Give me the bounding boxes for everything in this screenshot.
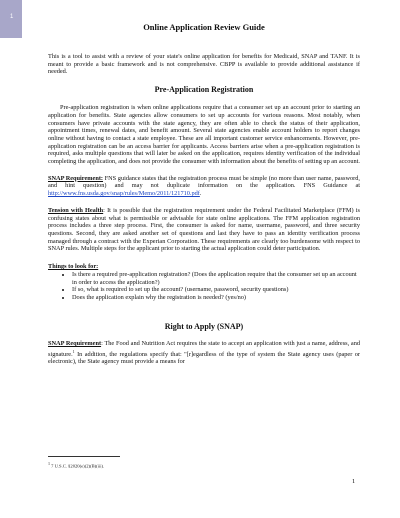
snap-requirement-text: FNS guidance states that the registration process must be simple (no more than user name, password, and hint question) and may not duplicate information on the application. FNS Guidance at: [48, 174, 360, 190]
right-to-apply-label: SNAP Requirement: [48, 339, 102, 347]
snap-requirement-end: .: [199, 190, 202, 198]
pre-application-paragraph: Pre-application registration is when online applications require that a consumer set up an account prior to starting an application for benefits. State agencies allow consumers to set up accounts for various reasons. Most notably, when consumers have private accounts with the state agency, they are often able to check the status of their application, appointment times, renewal dates, and benefit amount. Several state agencies enable account holders to report changes online without having to contact a state employee. These are all important customer service enhancements. However, pre-application registration can be an access barrier for applicants. Access barriers arise when a pre-application registration is required, asks multiple questions that will later be asked on the application, requires identity verification of the individual completing the application, and does not provide the consumer with information about the benefits of setting up an account.: [48, 104, 360, 166]
snap-requirement-paragraph: [48, 175, 360, 198]
footnote-divider: [48, 456, 120, 457]
intro-paragraph: This is a tool to assist with a review of your state's online application for benefits for Medicaid, SNAP and TANF. It is meant to provide a basic framework and is not comprehensive. CBPP is available to provide additional assistance if needed.: [48, 53, 360, 76]
corner-number: 1: [10, 14, 14, 20]
fns-guidance-link[interactable]: http://www.fns.usda.gov/snap/rules/Memo/2011/121710.pdf: [48, 190, 200, 198]
tension-text: : It is possible that the registration requirement under the Federal Facilitated Marketplace (FFM) is confusing states about what is permissible or advisable for state online applications. The FFM application registration process includes a three step process. First, the consumer is asked for name, username, password, and three security questions. Second, they are asked another set of questions and last they have to pass an identity verification process managed through a contract with the Experian Corporation. These requirements are clearly too burdensome with respect to SNAP rules. Multiple steps for the applicant prior to starting the actual application could deter participation.: [48, 206, 360, 253]
section-heading-pre-application: Pre-Application Registration: [154, 85, 254, 95]
section-heading-right-to-apply: Right to Apply (SNAP): [164, 321, 244, 331]
footnote-text: 7 U.S.C. §2020(e)(2)(B)(iii).: [50, 463, 105, 469]
footnote-reference: 1: [72, 348, 75, 354]
document-title: Online Application Review Guide: [143, 22, 265, 32]
tension-label: Tension with Health: [48, 206, 104, 214]
list-item: • If so, what is required to set up the account? (username, password, security questions): [72, 286, 360, 294]
things-to-look-for-list: [48, 271, 360, 302]
document-body: [48, 22, 360, 366]
tension-paragraph: [48, 207, 360, 253]
right-to-apply-text-a: : The Food and Nutrition Act requires the state to accept an application with just a name, address, and signature.: [48, 339, 360, 358]
list-item: • Does the application explain why the registration is needed? (yes/no): [72, 294, 360, 302]
right-to-apply-text-b: In addition, the regulations specify that: "[r]egardless of the type of system the State agency uses (paper or electronic), the State agency must provide a means for: [48, 350, 360, 366]
footnote: [48, 461, 104, 469]
corner-tab: [0, 0, 22, 38]
things-to-look-for-label: Things to look for:: [48, 263, 99, 271]
footnote-mark: 1: [48, 461, 50, 466]
list-item: • Is there a required pre-application registration? (Does the application require that the consumer set up an account in order to access the application?): [72, 271, 360, 286]
page-number: 1: [352, 478, 356, 485]
right-to-apply-paragraph: [48, 340, 360, 366]
snap-requirement-label: SNAP Requirement:: [48, 174, 104, 182]
